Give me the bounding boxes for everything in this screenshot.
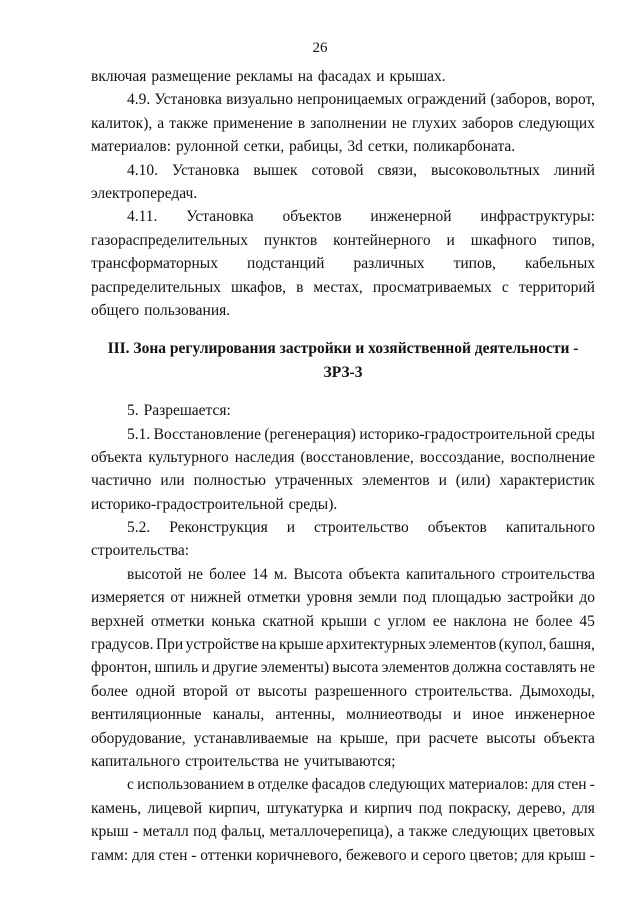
- word: устройстве: [185, 636, 259, 654]
- word: просматриваемых: [372, 278, 492, 296]
- word: металлочерепица),: [269, 823, 394, 841]
- word: вышек: [253, 161, 298, 179]
- word: металл: [142, 823, 189, 841]
- word: Установка: [186, 208, 254, 226]
- word: крышах.: [389, 68, 446, 85]
- word: камень,: [91, 799, 142, 817]
- text-line: [91, 797, 595, 820]
- word: типов,: [453, 255, 496, 273]
- word: непроницаемых: [297, 91, 403, 109]
- word: материалов:: [448, 776, 529, 794]
- word: (или): [455, 472, 491, 490]
- word: покраску,: [448, 799, 512, 817]
- text-line: [91, 399, 595, 422]
- heading-line: ЗРЗ-3: [323, 363, 363, 381]
- word: сетки,: [367, 138, 409, 156]
- word: 5.1.: [127, 425, 151, 443]
- word: более: [91, 682, 128, 700]
- word: электропередач.: [91, 184, 198, 202]
- word: частично: [91, 472, 152, 490]
- word: включая: [91, 68, 147, 85]
- word: полностью: [193, 472, 266, 490]
- word: бежевого: [345, 846, 407, 864]
- word: в: [247, 776, 255, 794]
- word: Установка: [154, 91, 222, 109]
- word: кирпич,: [208, 799, 261, 817]
- word: высоты: [257, 682, 308, 700]
- word: до: [579, 589, 595, 607]
- word: для: [531, 776, 555, 794]
- word: стен: [158, 846, 188, 864]
- word: 45: [579, 612, 595, 630]
- word: Разрешается:: [143, 402, 231, 420]
- word: уровня: [306, 589, 353, 607]
- word: не: [391, 114, 407, 132]
- word: 4.10.: [127, 161, 158, 179]
- word: под: [402, 589, 427, 607]
- word: историко-градостроительной: [91, 495, 284, 513]
- word: составлять: [504, 659, 577, 677]
- word: а: [397, 823, 405, 841]
- text-line: [91, 493, 595, 516]
- word: другие: [212, 659, 258, 677]
- word: и: [438, 472, 447, 490]
- word: историко-градостроительной: [359, 425, 552, 443]
- word: среды: [555, 425, 595, 443]
- word: капитального: [406, 565, 496, 583]
- word: с: [373, 612, 381, 630]
- word: -: [589, 846, 595, 864]
- word: строительства: [501, 565, 595, 583]
- text-line: [91, 750, 595, 773]
- text-line: [91, 65, 595, 88]
- paragraph: [91, 159, 595, 206]
- text-line: [91, 820, 595, 843]
- word: объектов: [282, 208, 342, 226]
- word: инженерной: [370, 208, 452, 226]
- word: местах,: [313, 278, 363, 296]
- word: крыш: [91, 823, 129, 841]
- paragraph: [91, 423, 595, 517]
- word: При: [155, 636, 184, 654]
- word: капитального: [505, 519, 595, 537]
- word: воссоздание,: [419, 448, 505, 466]
- text-line: [91, 563, 595, 586]
- heading-line: III. Зона регулирования застройки и хозяйственной деятельности -: [107, 340, 579, 358]
- word: Установка: [172, 161, 240, 179]
- word: под: [193, 823, 217, 841]
- word: применение: [213, 114, 293, 132]
- text-line: [91, 135, 595, 158]
- word: характеристик: [499, 472, 595, 490]
- word: заполнении: [310, 114, 387, 132]
- text-line: [91, 586, 595, 609]
- word: кирпич: [364, 799, 413, 817]
- word: углом: [387, 612, 426, 630]
- word: визуально: [226, 91, 293, 109]
- word: (купол,: [498, 636, 547, 654]
- word: среды).: [288, 495, 338, 513]
- word: и: [453, 706, 462, 724]
- word: для: [521, 846, 545, 864]
- paragraph: [91, 773, 595, 867]
- word: элементы): [260, 659, 330, 677]
- word: связи,: [377, 161, 417, 179]
- word: отметки: [150, 612, 205, 630]
- text-line: [91, 703, 595, 726]
- word: наследия: [234, 448, 295, 466]
- section-gap: [91, 384, 595, 399]
- word: различных: [353, 255, 425, 273]
- word: разрешенного: [314, 682, 408, 700]
- word: вентиляционные: [91, 706, 202, 724]
- word: строительства.: [414, 682, 513, 700]
- word: башня,: [548, 636, 595, 654]
- word: (регенерация): [264, 425, 356, 443]
- word: лицевой: [147, 799, 203, 817]
- word: расчете: [428, 729, 479, 747]
- word: должна: [452, 659, 502, 677]
- word: размещение: [151, 68, 231, 85]
- word: общего: [91, 301, 140, 319]
- word: строительства: [185, 752, 279, 770]
- word: и: [201, 659, 210, 677]
- word: 3d: [347, 138, 363, 156]
- word: крыше,: [339, 729, 389, 747]
- word: скатной: [262, 612, 315, 630]
- text-line: [91, 252, 595, 275]
- word: ограждений: [407, 91, 487, 109]
- text-line: [91, 539, 595, 562]
- word: следующих: [368, 776, 446, 794]
- paragraph: [91, 563, 595, 774]
- word: инженерное: [514, 706, 595, 724]
- word: шпиль: [154, 659, 198, 677]
- text-line: [91, 610, 595, 633]
- word: восполнение: [510, 448, 595, 466]
- word: 5.2.: [127, 519, 151, 537]
- word: на: [316, 729, 332, 747]
- word: Восстановление: [153, 425, 261, 443]
- word: использованием: [137, 776, 244, 794]
- word: также: [408, 823, 448, 841]
- word: стен: [557, 776, 587, 794]
- word: заборов: [461, 114, 514, 132]
- word: рекламы: [235, 68, 293, 85]
- word: антенны,: [275, 706, 336, 724]
- word: застройки: [507, 589, 574, 607]
- word: ее: [432, 612, 447, 630]
- section-gap: [91, 322, 595, 337]
- word: отметки: [247, 589, 301, 607]
- word: -: [589, 776, 595, 794]
- word: строительство: [314, 519, 409, 537]
- word: 14: [252, 565, 268, 583]
- word: сотовой: [311, 161, 364, 179]
- word: культурного: [148, 448, 229, 466]
- document-body: [91, 65, 595, 867]
- word: и: [446, 231, 455, 249]
- word: калиток),: [91, 114, 153, 132]
- word: высотой: [127, 565, 182, 583]
- word: под: [418, 799, 443, 817]
- word: объекта: [543, 729, 595, 747]
- word: м.: [273, 565, 288, 583]
- word: от: [235, 682, 250, 700]
- section-heading: [91, 337, 595, 384]
- word: измеряется: [91, 589, 165, 607]
- word: материалов:: [91, 138, 172, 156]
- text-line: [91, 423, 595, 446]
- word: утраченных: [274, 472, 354, 490]
- word: распределительных: [91, 278, 221, 296]
- word: в: [296, 278, 304, 296]
- word: учитываются;: [303, 752, 396, 770]
- word: оттенки: [200, 846, 253, 864]
- word: строительства:: [91, 542, 190, 560]
- word: (восстановление,: [300, 448, 414, 466]
- text-line: [91, 88, 595, 111]
- word: шкафов,: [230, 278, 287, 296]
- word: элементов: [428, 636, 497, 654]
- word: серого: [422, 846, 466, 864]
- word: нижней: [190, 589, 242, 607]
- word: объектов: [427, 519, 487, 537]
- word: контейнерного: [333, 231, 431, 249]
- word: фронтон,: [91, 659, 152, 677]
- word: Дымоходы,: [520, 682, 595, 700]
- page-number: 26: [312, 40, 328, 56]
- word: на: [261, 636, 277, 654]
- word: объекта: [91, 448, 143, 466]
- word: более: [535, 612, 573, 630]
- word: типов,: [552, 231, 595, 249]
- word: наклона: [453, 612, 507, 630]
- text-line: [91, 469, 595, 492]
- word: иное: [472, 706, 504, 724]
- word: при: [396, 729, 421, 747]
- word: сетки,: [243, 138, 285, 156]
- word: шкафного: [470, 231, 537, 249]
- word: высоковольтных: [430, 161, 541, 179]
- word: Реконструкция: [169, 519, 268, 537]
- word: также: [169, 114, 209, 132]
- word: Высота: [293, 565, 343, 583]
- word: -: [133, 823, 139, 841]
- word: глухих: [411, 114, 457, 132]
- word: не: [283, 752, 299, 770]
- word: цветов;: [469, 846, 518, 864]
- word: архитектурных: [325, 636, 427, 654]
- word: с: [501, 278, 509, 296]
- word: не: [187, 565, 204, 583]
- word: площадью: [432, 589, 502, 607]
- word: второй: [182, 682, 228, 700]
- word: -: [191, 846, 197, 864]
- word: элементов: [381, 659, 450, 677]
- word: дерево,: [517, 799, 566, 817]
- text-line: [91, 516, 595, 539]
- word: не: [579, 659, 595, 677]
- word: а: [157, 114, 165, 132]
- word: от: [170, 589, 185, 607]
- paragraph: [91, 65, 595, 88]
- word: территорий: [518, 278, 595, 296]
- word: инфраструктуры:: [480, 208, 595, 226]
- word: одной: [135, 682, 176, 700]
- word: трансформаторных: [91, 255, 218, 273]
- word: (заборов,: [490, 91, 551, 109]
- word: цветовых: [532, 823, 595, 841]
- paragraph: [91, 205, 595, 322]
- word: каналы,: [212, 706, 265, 724]
- word: 4.11.: [127, 208, 158, 226]
- paragraph: [91, 516, 595, 563]
- text-line: [91, 299, 595, 322]
- text-line: [91, 112, 595, 135]
- word: земли: [358, 589, 398, 607]
- word: коричневого,: [256, 846, 343, 864]
- word: следующих: [451, 823, 529, 841]
- word: фасадах: [317, 68, 372, 85]
- text-line: [91, 182, 595, 205]
- text-line: [91, 205, 595, 228]
- text-line: [91, 633, 595, 656]
- word: поликарбоната.: [413, 138, 516, 156]
- text-line: [91, 276, 595, 299]
- word: элементов: [362, 472, 430, 490]
- paragraph: [91, 399, 595, 422]
- text-line: [91, 446, 595, 469]
- paragraph: [91, 88, 595, 158]
- text-line: [91, 229, 595, 252]
- word: следующих: [518, 114, 595, 132]
- text-line: [91, 159, 595, 182]
- word: для: [572, 799, 595, 817]
- word: и: [376, 68, 385, 85]
- word: кабельных: [524, 255, 595, 273]
- word: объекта: [348, 565, 400, 583]
- word: рабицы,: [289, 138, 343, 156]
- word: гамм:: [91, 846, 129, 864]
- word: фасадов: [311, 776, 366, 794]
- word: крыш: [548, 846, 586, 864]
- word: градусов.: [91, 636, 154, 654]
- word: газораспределительных: [91, 231, 248, 249]
- word: фальц,: [221, 823, 266, 841]
- word: или: [160, 472, 185, 490]
- text-line: [91, 844, 595, 867]
- word: штукатурка: [266, 799, 344, 817]
- word: подстанций: [247, 255, 325, 273]
- text-line: [91, 727, 595, 750]
- text-line: [91, 773, 595, 796]
- word: на: [297, 68, 313, 85]
- word: пунктов: [263, 231, 318, 249]
- word: более: [209, 565, 247, 583]
- word: 4.9.: [127, 91, 151, 109]
- word: капитального: [91, 752, 181, 770]
- word: крыше: [278, 636, 324, 654]
- text-line: [91, 656, 595, 679]
- word: в: [297, 114, 306, 132]
- word: высоты: [486, 729, 536, 747]
- word: ворот,: [555, 91, 595, 109]
- word: высота: [332, 659, 379, 677]
- word: для: [131, 846, 155, 864]
- word: молниеотводы: [346, 706, 442, 724]
- word: оборудование,: [91, 729, 186, 747]
- word: отделке: [257, 776, 309, 794]
- word: и: [286, 519, 296, 537]
- word: устанавливаемые: [193, 729, 309, 747]
- text-line: [91, 680, 595, 703]
- word: конька: [211, 612, 256, 630]
- word: не: [513, 612, 529, 630]
- word: рулонной: [175, 138, 239, 156]
- word: верхней: [91, 612, 145, 630]
- word: 5.: [127, 402, 139, 420]
- word: крыши: [320, 612, 367, 630]
- word: с: [127, 776, 134, 794]
- word: пользования.: [144, 301, 231, 319]
- word: и: [349, 799, 358, 817]
- word: и: [410, 846, 419, 864]
- word: линий: [554, 161, 595, 179]
